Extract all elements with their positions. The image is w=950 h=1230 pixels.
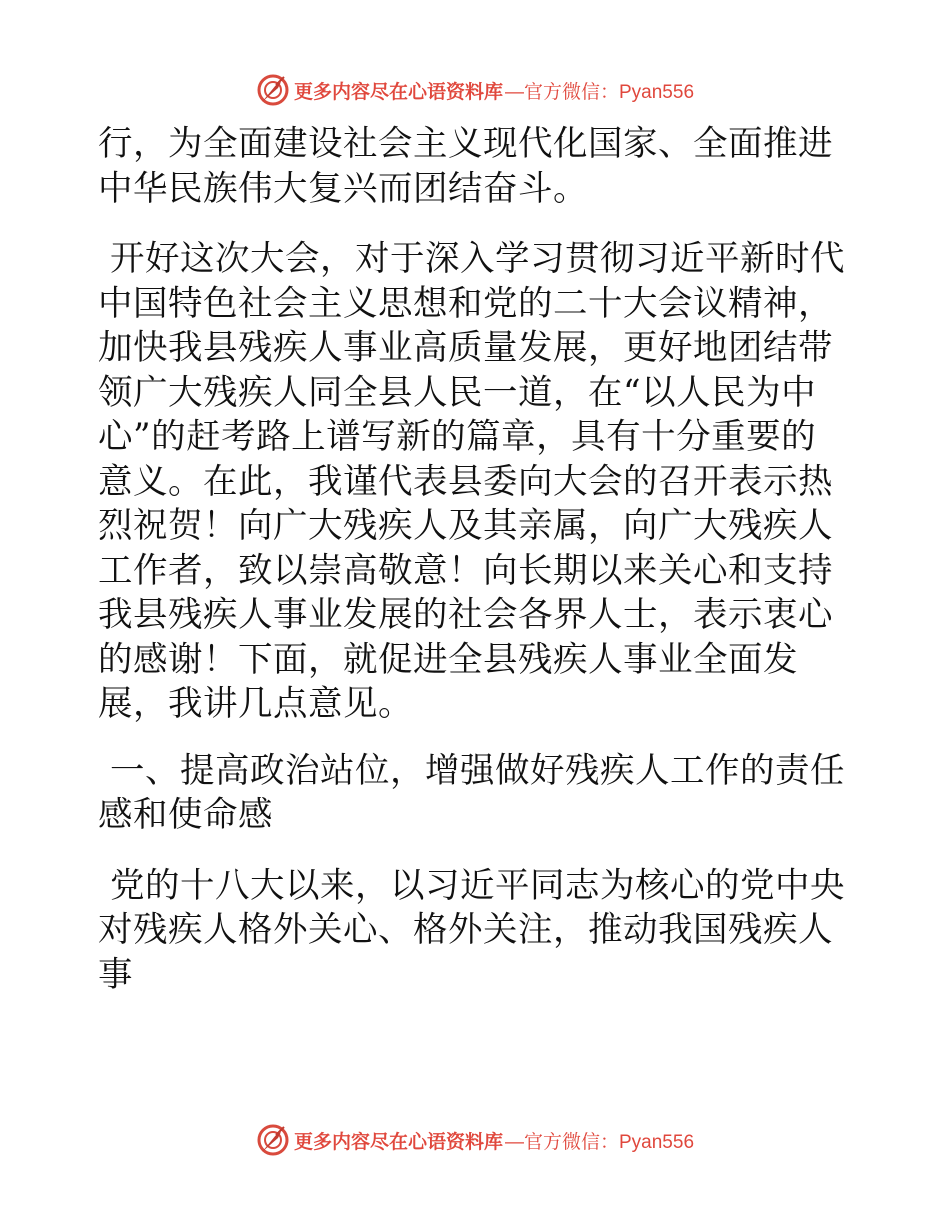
banner-wechat-text: —官方微信：Pyan556 [505,1131,695,1153]
footer-watermark-banner [0,1120,950,1160]
paragraph-continuation: 行，为全面建设社会主义现代化国家、全面推进中华民族伟大复兴而团结奋斗。 [98,124,833,209]
banner-wechat-text: —官方微信：Pyan556 [505,81,695,103]
document-body [98,122,850,997]
banner-main-text: 更多内容尽在心语资料库 [293,80,503,103]
section-heading-1: 一、提高政治站位，增强做好残疾人工作的责任感和使命感 [98,750,845,835]
paragraph-since-18th-congress: 党的十八大以来，以习近平同志为核心的党中央对残疾人格外关心、格外关注，推动我国残疾人事 [98,865,845,995]
red-quill-logo-icon [256,1123,290,1157]
red-quill-logo-icon [256,73,290,107]
header-watermark-banner [0,70,950,110]
banner-main-text: 更多内容尽在心语资料库 [293,1130,503,1153]
paragraph-meeting-significance: 开好这次大会，对于深入学习贯彻习近平新时代中国特色社会主义思想和党的二十大会议精神，加快我县残疾人事业高质量发展，更好地团结带领广大残疾人同全县人民一道，在“以人民为中心”的赶考路上谱写新的篇章，具有十分重要的意义。在此，我谨代表县委向大会的召开表示热烈祝贺！向广大残疾人及其亲属，向广大残疾人工作者，致以崇高敬意！向长期以来关心和支持我县残疾人事业发展的社会各界人士，表示衷心的感谢！下面，就促进全县残疾人事业全面发展，我讲几点意见。 [98,239,845,724]
